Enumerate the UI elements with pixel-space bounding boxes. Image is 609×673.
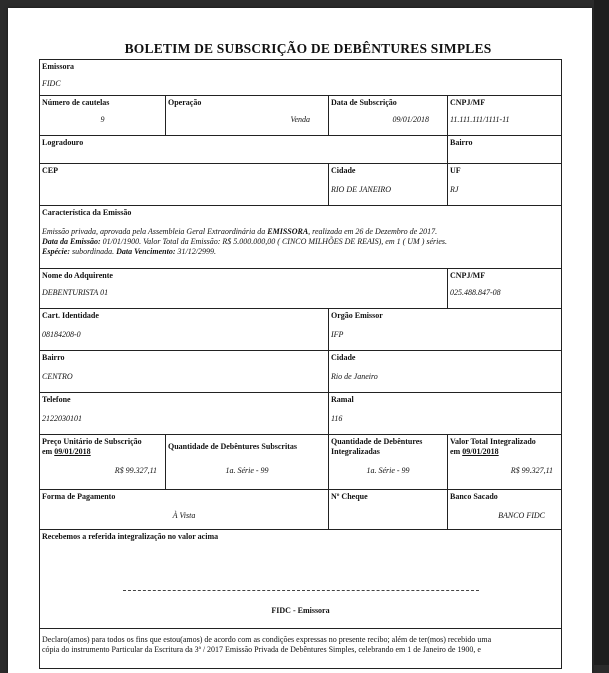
bairro-value: CENTRO <box>42 372 73 381</box>
cidade-emissora-cell <box>329 164 448 206</box>
operacao-label: Operação <box>168 98 202 107</box>
orgao-cell <box>329 309 562 351</box>
telefone-value: 2122030101 <box>42 414 82 423</box>
cnpj-adquirente-cell <box>448 269 562 309</box>
declaracao-text <box>42 631 559 655</box>
adquirente-cell <box>40 269 448 309</box>
caracteristica-label: Característica da Emissão <box>42 208 132 217</box>
pagamento-value: À Vista <box>172 511 196 520</box>
logradouro-label: Logradouro <box>42 138 84 147</box>
cep-cell <box>40 164 329 206</box>
cnpj-emissora-cell <box>448 96 562 136</box>
data-subscricao-value: 09/01/2018 <box>392 115 429 124</box>
signature-block <box>42 590 559 615</box>
adquirente-label: Nome do Adquirente <box>42 271 113 280</box>
identidade-cell <box>40 309 329 351</box>
data-vencimento-value: 31/12/2999. <box>175 247 216 256</box>
declaracao-cell <box>40 629 562 669</box>
declaracao-line1: Declaro(amos) para todos os fins que estou(amos) de acordo com as condições expressas no presente recibo; além de ter(mos) recebido uma <box>42 635 492 644</box>
cidade-label: Cidade <box>331 353 356 362</box>
uf-value: RJ <box>450 185 459 194</box>
orgao-value: IFP <box>331 330 344 339</box>
document-title: BOLETIM DE SUBSCRIÇÃO DE DEBÊNTURES SIMPLES <box>124 41 492 56</box>
signature-line <box>123 590 479 591</box>
identidade-value: 08184208-0 <box>42 330 81 339</box>
cidade-value: Rio de Janeiro <box>331 372 378 381</box>
qtd-integralizadas-label-b: Integralizadas <box>331 447 380 456</box>
cep-label: CEP <box>42 166 58 175</box>
emissora-value: FIDC <box>42 79 61 88</box>
cnpj-emissora-value: 11.111.111/1111-11 <box>450 115 510 124</box>
banco-value: BANCO FIDC <box>498 511 545 520</box>
qtd-subscritas-label: Quantidade de Debêntures Subscritas <box>168 442 297 451</box>
emissora-cell <box>40 60 562 96</box>
cidade-cell <box>329 351 562 393</box>
adquirente-value: DEBENTURISTA 01 <box>42 288 109 297</box>
bairro-emissora-cell <box>448 136 562 164</box>
viewer-scrollbar[interactable] <box>594 0 609 665</box>
qtd-integralizadas-cell <box>329 435 448 490</box>
caracteristica-text <box>42 227 559 257</box>
ramal-value: 116 <box>331 414 343 423</box>
operacao-cell <box>166 96 329 136</box>
telefone-label: Telefone <box>42 395 71 404</box>
preco-em: em <box>42 447 55 456</box>
especie-label: Espécie: <box>42 247 70 256</box>
document-page <box>8 8 592 673</box>
cidade-emissora-value: RIO DE JANEIRO <box>331 185 391 194</box>
caracteristica-line2: 01/01/1900. Valor Total da Emissão: R$ 5.000.000,00 ( CINCO MILHÕES DE REAIS), em 1 ( UM ) séries. <box>100 237 448 246</box>
caracteristica-line1-end: , realizada em 26 de Dezembro de 2017. <box>308 227 438 236</box>
preco-value: R$ 99.327,11 <box>114 466 157 475</box>
valor-total-label-date <box>450 447 559 457</box>
cautelas-value: 9 <box>100 115 105 124</box>
data-emissao-label: Data da Emissão: <box>42 237 101 246</box>
especie-value: subordinada. <box>70 247 117 256</box>
data-subscricao-label: Data de Subscrição <box>331 98 397 107</box>
pagamento-cell <box>40 490 329 530</box>
caracteristica-line1: Emissão privada, aprovada pela Assembleia Geral Extraordinária da <box>42 227 268 236</box>
caracteristica-cell <box>40 206 562 269</box>
signature-label: FIDC - Emissora <box>271 606 330 615</box>
ramal-cell <box>329 393 562 435</box>
qtd-subscritas-value: 1a. Série - 99 <box>225 466 269 475</box>
valor-total-label: Valor Total Integralizado <box>450 437 536 446</box>
orgao-label: Orgão Emissor <box>331 311 383 320</box>
bairro-emissora-label: Bairro <box>450 138 473 147</box>
preco-date: 09/01/2018 <box>54 447 91 456</box>
declaracao-line2: cópia do instrumento Particular da Escritura da 3ª / 2017 Emissão Privada de Debêntures Simples, celebrando em 1 de Janeiro de 1900, e <box>42 645 481 654</box>
cheque-cell <box>329 490 448 530</box>
cnpj-emissora-label: CNPJ/MF <box>450 98 486 107</box>
qtd-integralizadas-label-a: Quantidade de Debêntures <box>331 437 423 446</box>
bairro-label: Bairro <box>42 353 65 362</box>
recebemos-cell <box>40 530 562 629</box>
emissora-label: Emissora <box>42 62 74 71</box>
valor-total-date: 09/01/2018 <box>462 447 499 456</box>
operacao-value: Venda <box>290 115 310 124</box>
logradouro-cell <box>40 136 448 164</box>
qtd-subscritas-cell <box>166 435 329 490</box>
valor-total-cell <box>448 435 562 490</box>
bairro-cell <box>40 351 329 393</box>
caracteristica-emissora-bold: EMISSORA <box>267 227 309 236</box>
qtd-integralizadas-value: 1a. Série - 99 <box>366 466 410 475</box>
uf-label: UF <box>450 166 461 175</box>
subscription-form <box>39 59 562 669</box>
identidade-label: Cart. Identidade <box>42 311 99 320</box>
banco-cell <box>448 490 562 530</box>
preco-label: Preço Unitário de Subscrição <box>42 437 142 446</box>
ramal-label: Ramal <box>331 395 354 404</box>
recebemos-label: Recebemos a referida integralização no valor acima <box>42 532 219 541</box>
cnpj-adquirente-value: 025.488.847-08 <box>450 288 501 297</box>
uf-cell <box>448 164 562 206</box>
data-subscricao-cell <box>329 96 448 136</box>
cnpj-adquirente-label: CNPJ/MF <box>450 271 486 280</box>
valor-total-value: R$ 99.327,11 <box>510 466 553 475</box>
cautelas-cell <box>40 96 166 136</box>
telefone-cell <box>40 393 329 435</box>
pagamento-label: Forma de Pagamento <box>42 492 116 501</box>
banco-label: Banco Sacado <box>450 492 498 501</box>
preco-cell <box>40 435 166 490</box>
recebemos-area <box>42 532 559 628</box>
cautelas-label: Número de cautelas <box>42 98 110 107</box>
preco-label-date <box>42 447 163 457</box>
valor-total-em: em <box>450 447 463 456</box>
cidade-emissora-label: Cidade <box>331 166 356 175</box>
data-vencimento-label: Data Vencimento: <box>116 247 176 256</box>
cheque-label: Nº Cheque <box>331 492 368 501</box>
